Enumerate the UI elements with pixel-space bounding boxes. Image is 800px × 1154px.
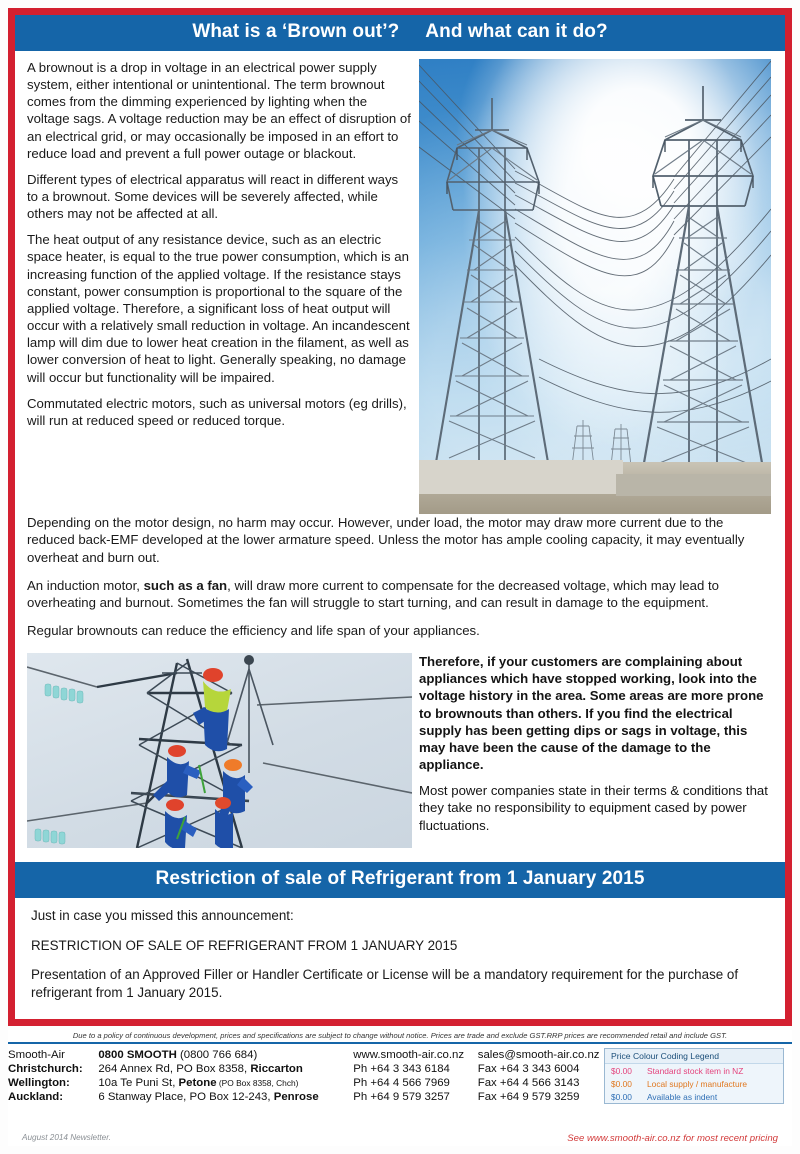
email-link[interactable]: sales@smooth-air.co.nz bbox=[477, 1049, 600, 1061]
page-title bbox=[15, 15, 785, 51]
table-row bbox=[8, 1076, 604, 1090]
address-table bbox=[8, 1048, 604, 1104]
wide2-bold: such as a fan bbox=[143, 577, 228, 593]
addr-pobox: (PO Box 8358, Chch) bbox=[216, 1078, 299, 1088]
table-row bbox=[8, 1090, 604, 1104]
callout-column bbox=[419, 653, 771, 834]
phone-auckland: Ph +64 9 579 3257 bbox=[353, 1091, 450, 1103]
article-text-column bbox=[27, 59, 419, 437]
fax-auckland: Fax +64 9 579 3259 bbox=[477, 1091, 580, 1103]
refrigerant-line-2: RESTRICTION OF SALE OF REFRIGERANT FROM 1 JANUARY 2015 bbox=[31, 937, 458, 953]
table-row bbox=[8, 1048, 604, 1062]
towers-photo-column bbox=[419, 59, 771, 514]
legend-item-standard bbox=[605, 1064, 783, 1077]
article-columns bbox=[27, 59, 773, 514]
legend-price-local: $0.00 bbox=[611, 1078, 632, 1089]
paragraph-wide-2 bbox=[27, 577, 773, 612]
table-row bbox=[8, 1062, 604, 1076]
wide2-b: , will draw more current to compensate for the decreased voltage, which may lead to overheating and burnout. Sometimes the fan will struggle to start turning, and can result in damage to the equipment. bbox=[27, 577, 719, 611]
price-colour-legend bbox=[604, 1048, 784, 1104]
legend-item-local bbox=[605, 1077, 783, 1090]
legend-desc-indent: Available as indent bbox=[647, 1091, 718, 1102]
address-wellington bbox=[98, 1076, 353, 1090]
address-auckland bbox=[98, 1090, 353, 1104]
worker-right-lower bbox=[215, 797, 233, 848]
distant-pylons bbox=[567, 416, 647, 466]
legend-item-indent bbox=[605, 1090, 783, 1103]
article-bottom bbox=[15, 649, 785, 848]
page-title-part1: What is a ‘Brown out’? bbox=[192, 21, 400, 42]
footer-addresses bbox=[8, 1048, 604, 1104]
phone-freephone bbox=[98, 1048, 353, 1062]
article-top bbox=[15, 51, 785, 514]
refrigerant-line-3: Presentation of an Approved Filler or Handler Certificate or License will be a mandatory requirement for the purchase of refrigerant from 1 January 2015. bbox=[31, 967, 739, 1001]
city-christchurch: Christchurch: bbox=[8, 1063, 83, 1075]
paragraph-2: Different types of electrical apparatus will react in different ways to a brownout. Some devices will be severely affected, while others may not be affected at all. bbox=[27, 171, 399, 222]
pylon-left bbox=[427, 90, 557, 480]
addr-suburb: Riccarton bbox=[250, 1063, 303, 1075]
transmission-towers-photo bbox=[419, 59, 771, 514]
legend-price-indent: $0.00 bbox=[611, 1091, 632, 1102]
paragraph-3: The heat output of any resistance device, such as an electric space heater, is equal to the true power consumption, which is an increasing function of the applied voltage. If the resistance stays constant, power consumption is proportional to the square of the applied voltage. Therefore, a significant loss of heat output will occur with a relatively small reduction in voltage. An incandescent lamp will dim due to lower heat creation in the filament, as well as lower conversion of heat to light. Generally speaking, no damage will occur but functionality will be impaired. bbox=[27, 232, 410, 385]
company-name: Smooth-Air bbox=[8, 1049, 65, 1061]
pricing-note[interactable]: See www.smooth-air.co.nz for most recent pricing bbox=[567, 1133, 778, 1144]
page-title-part2: And what can it do? bbox=[425, 21, 608, 42]
freephone-bold: 0800 SMOOTH bbox=[98, 1049, 177, 1061]
callout-normal-text: Most power companies state in their terms & conditions that they take no responsibility to equipment cased by power fluctuations. bbox=[419, 783, 768, 833]
linemen-on-pylon-photo bbox=[27, 653, 412, 848]
worker-top bbox=[193, 668, 231, 751]
city-auckland: Auckland: bbox=[8, 1091, 64, 1103]
paragraph-1: A brownout is a drop in voltage in an electrical power supply system, either intentional or unintentional. The term brownout comes from the dimming experienced by lighting when the voltage sags. A voltage reduction may be an effect of disruption of an electrical grid, or may occasionally be imposed in an effort to reduce load and prevent a full power outage or blackout. bbox=[27, 59, 411, 161]
legend-title: Price Colour Coding Legend bbox=[605, 1049, 783, 1064]
newsletter-issue: August 2014 Newsletter. bbox=[22, 1133, 111, 1142]
callout-bold-text: Therefore, if your customers are complaining about appliances which have stopped working, look into the voltage history in the area. Some areas are more prone to brownouts than others. If you find the electrical supply has been getting dips or sags in voltage, this may have been the cause of the damage to the appliance. bbox=[419, 654, 764, 773]
addr-suburb: Petone bbox=[178, 1077, 217, 1089]
footer-bottom-line bbox=[8, 1133, 792, 1144]
legend-price-standard: $0.00 bbox=[611, 1065, 632, 1076]
phone-christchurch: Ph +64 3 343 6184 bbox=[353, 1063, 450, 1075]
paragraph-4: Commutated electric motors, such as universal motors (eg drills), will run at reduced speed or reduced torque. bbox=[27, 395, 407, 428]
website-link[interactable]: www.smooth-air.co.nz bbox=[353, 1049, 465, 1061]
insulator-strings bbox=[35, 684, 83, 844]
addr-plain: 10a Te Puni St, bbox=[98, 1077, 179, 1089]
refrigerant-body bbox=[15, 898, 785, 1012]
footer-disclaimer: Due to a policy of continuous development, prices and specifications are subject to change without notice. Prices are trade and exclude GST.RRP prices are recommended retail and include GST. bbox=[72, 1031, 728, 1040]
pylon-right bbox=[637, 80, 769, 480]
address-christchurch bbox=[98, 1062, 353, 1076]
addr-plain: 264 Annex Rd, PO Box 8358, bbox=[98, 1063, 251, 1075]
city-wellington: Wellington: bbox=[8, 1077, 70, 1089]
footer-contact-area bbox=[8, 1044, 792, 1104]
addr-suburb: Penrose bbox=[273, 1091, 319, 1103]
legend-desc-standard: Standard stock item in NZ bbox=[647, 1065, 744, 1076]
article-wide-text bbox=[15, 514, 785, 639]
legend-desc-local: Local supply / manufacture bbox=[647, 1078, 748, 1089]
page-frame bbox=[8, 8, 792, 1026]
page-footer bbox=[8, 1030, 792, 1146]
worker-middle-left bbox=[153, 745, 201, 801]
crew-photo-column bbox=[27, 653, 419, 848]
refrigerant-line-1: Just in case you missed this announcement: bbox=[31, 908, 294, 924]
paragraph-wide-3: Regular brownouts can reduce the efficiency and life span of your appliances. bbox=[27, 622, 480, 638]
wide2-a: An induction motor, bbox=[27, 577, 144, 593]
fax-christchurch: Fax +64 3 343 6004 bbox=[477, 1063, 580, 1075]
addr-plain: 6 Stanway Place, PO Box 12-243, bbox=[98, 1091, 274, 1103]
paragraph-wide-1: Depending on the motor design, no harm may occur. However, under load, the motor may draw more current due to the reduced back-EMF developed at the lower armature speed. Unless the motor has ample cooling capacity, it may eventually overheat and burn out. bbox=[27, 514, 745, 565]
page-inner bbox=[15, 15, 785, 1019]
ground-area bbox=[419, 462, 771, 514]
fax-wellington: Fax +64 4 566 3143 bbox=[477, 1077, 580, 1089]
pylon-and-crew-illustration bbox=[27, 653, 412, 848]
refrigerant-section-title: Restriction of sale of Refrigerant from 1 January 2015 bbox=[15, 862, 785, 898]
phone-wellington: Ph +64 4 566 7969 bbox=[353, 1077, 450, 1089]
freephone-digits: (0800 766 684) bbox=[176, 1049, 258, 1061]
